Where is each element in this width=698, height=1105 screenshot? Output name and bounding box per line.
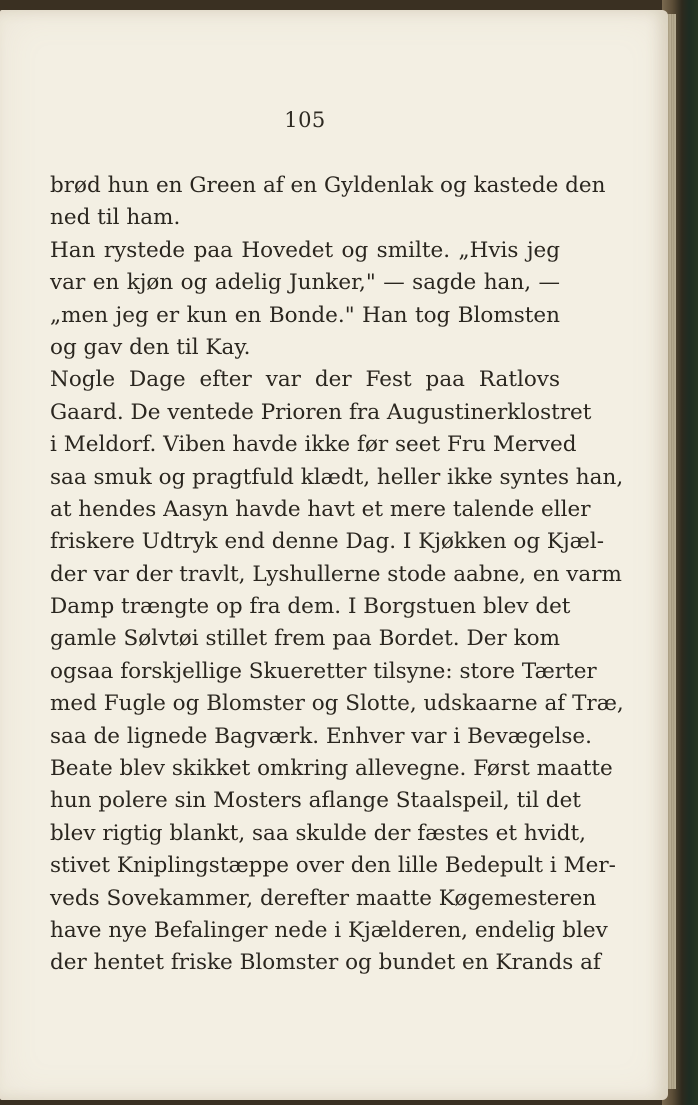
text-line: saa smuk og pragtfuld klædt, heller ikke syntes han, bbox=[50, 464, 624, 490]
text-line: saa de lignede Bagværk. Enhver var i Bevægelse. bbox=[50, 723, 592, 749]
text-line: have nye Befalinger nede i Kjælderen, endelig blev bbox=[50, 917, 608, 943]
text-line: hun polere sin Mosters aflange Staalspeil, til det bbox=[50, 788, 581, 814]
text-line: ned til ham. bbox=[50, 205, 181, 231]
text-line: ogsaa forskjellige Skueretter tilsyne: store Tærter bbox=[50, 658, 597, 684]
text-line: i Meldorf. Viben havde ikke før seet Fru Merved bbox=[50, 432, 577, 458]
text-line: Beate blev skikket omkring allevegne. Først maatte bbox=[50, 756, 613, 782]
page-number: 105 bbox=[284, 108, 326, 132]
text-line: at hendes Aasyn havde havt et mere talende eller bbox=[50, 496, 591, 522]
text-line: blev rigtig blankt, saa skulde der fæstes et hvidt, bbox=[50, 820, 586, 846]
text-line: Nogle Dage efter var der Fest paa Ratlovs bbox=[50, 367, 560, 393]
body-text bbox=[50, 170, 624, 980]
text-line: der var der travlt, Lyshullerne stode aabne, en varm bbox=[50, 561, 622, 587]
text-line: stivet Kniplingstæppe over den lille Bedepult i Mer- bbox=[50, 853, 616, 879]
book-page bbox=[0, 10, 668, 1100]
text-line: gamle Sølvtøi stillet frem paa Bordet. Der kom bbox=[50, 626, 560, 652]
text-line: Damp trængte op fra dem. I Borgstuen blev det bbox=[50, 594, 571, 620]
text-line: Gaard. De ventede Prioren fra Augustinerklostret bbox=[50, 399, 592, 425]
text-line: der hentet friske Blomster og bundet en Krands af bbox=[50, 950, 601, 976]
text-line: „men jeg er kun en Bonde." Han tog Blomsten bbox=[50, 302, 560, 328]
text-line: var en kjøn og adelig Junker," — sagde han, — bbox=[50, 270, 560, 296]
text-line: Han rystede paa Hovedet og smilte. „Hvis jeg bbox=[50, 237, 560, 263]
text-line: veds Sovekammer, derefter maatte Køgemesteren bbox=[50, 885, 597, 911]
text-line: brød hun en Green af en Gyldenlak og kastede den bbox=[50, 173, 606, 198]
text-line: med Fugle og Blomster og Slotte, udskaarne af Træ, bbox=[50, 691, 624, 717]
text-line: friskere Udtryk end denne Dag. I Kjøkken og Kjæl- bbox=[50, 529, 605, 555]
text-line: og gav den til Kay. bbox=[50, 334, 251, 360]
